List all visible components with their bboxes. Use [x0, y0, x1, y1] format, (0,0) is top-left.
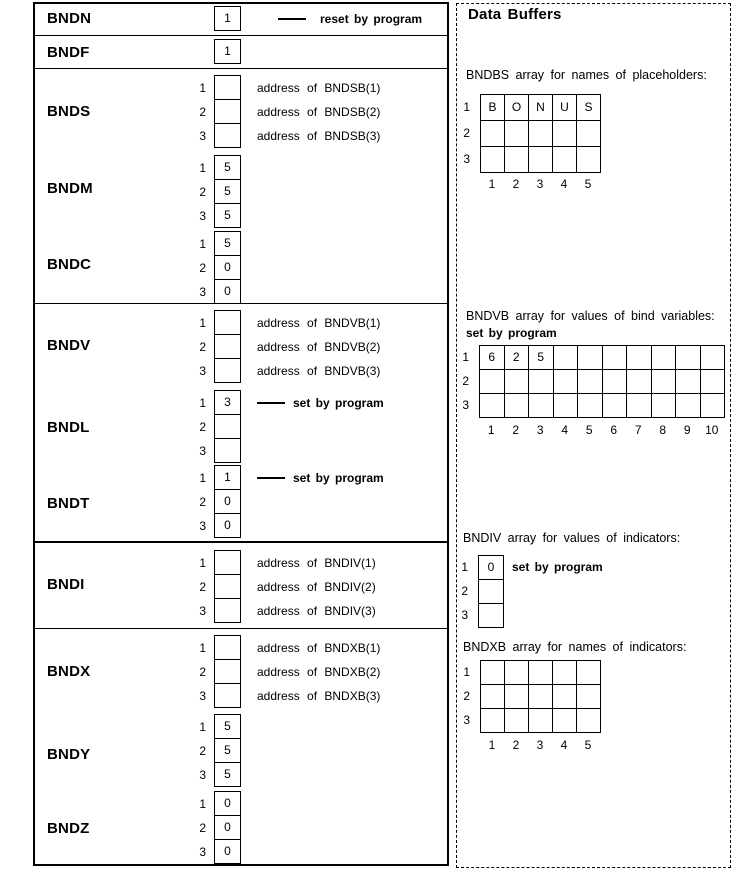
- grid-cell: [478, 579, 504, 604]
- grid-cell: [577, 369, 603, 394]
- grid-col-label: 3: [536, 738, 544, 752]
- address-annotation: address of BNDXB(1): [257, 641, 381, 655]
- value-box: [214, 99, 241, 124]
- panel-divider: [35, 68, 447, 69]
- grid-col-label: 1: [488, 738, 496, 752]
- grid-cell: [602, 345, 628, 370]
- row-index: 2: [199, 185, 206, 199]
- row-index: 1: [199, 316, 206, 330]
- row-index: 2: [199, 261, 206, 275]
- grid-col-label: 8: [659, 423, 667, 437]
- address-annotation: address of BNDSB(2): [257, 105, 381, 119]
- grid-cell: [577, 393, 603, 418]
- value-box: 5: [214, 714, 241, 739]
- value-box: [214, 438, 241, 463]
- value-box: 5: [214, 738, 241, 763]
- grid-cell: [553, 345, 579, 370]
- grid-col-label: 9: [683, 423, 691, 437]
- grid-cell: [675, 369, 701, 394]
- grid-cell: [602, 369, 628, 394]
- grid-cell: [700, 369, 726, 394]
- grid-cell: [576, 120, 601, 147]
- bind-fields-panel: [33, 2, 449, 866]
- value-box: 1: [214, 6, 241, 31]
- address-annotation: address of BNDVB(1): [257, 316, 381, 330]
- grid-cell: [504, 146, 529, 173]
- grid-cell: [700, 345, 726, 370]
- grid-cell: [528, 684, 553, 709]
- value-box: [214, 598, 241, 623]
- value-box: 5: [214, 762, 241, 787]
- address-annotation: address of BNDVB(3): [257, 364, 381, 378]
- row-index: 1: [199, 396, 206, 410]
- value-box: 5: [214, 203, 241, 228]
- field-label-bndn: BNDN: [47, 10, 92, 27]
- row-index: 3: [199, 209, 206, 223]
- grid-cell: [675, 393, 701, 418]
- value-box: 1: [214, 465, 241, 490]
- array-caption-bndvb: BNDVB array for values of bind variables:: [466, 309, 715, 323]
- grid-cell: [528, 708, 553, 733]
- grid-col-label: 2: [512, 738, 520, 752]
- grid-cell: 0: [478, 555, 504, 580]
- grid-cell: [552, 660, 577, 685]
- callout-line: [257, 477, 285, 479]
- grid-col-label: 1: [488, 177, 496, 191]
- row-index: 2: [199, 580, 206, 594]
- grid-cell: O: [504, 94, 529, 121]
- grid-row-label: 1: [463, 665, 470, 679]
- address-annotation: address of BNDSB(3): [257, 129, 381, 143]
- grid-col-label: 1: [487, 423, 495, 437]
- value-box: [214, 123, 241, 148]
- callout-line: [257, 402, 285, 404]
- row-index: 3: [199, 285, 206, 299]
- grid-cell: [576, 660, 601, 685]
- value-box: [214, 683, 241, 708]
- row-index: 3: [199, 604, 206, 618]
- panel-divider: [35, 303, 447, 304]
- callout-note: set by program: [293, 396, 384, 410]
- grid-row-label: 3: [463, 152, 470, 166]
- grid-cell: N: [528, 94, 553, 121]
- grid-row-label: 2: [463, 689, 470, 703]
- value-box: [214, 550, 241, 575]
- field-label-bndt: BNDT: [47, 495, 90, 512]
- field-label-bndy: BNDY: [47, 746, 91, 763]
- grid-cell: [626, 345, 652, 370]
- value-box: 0: [214, 815, 241, 840]
- value-box: 3: [214, 390, 241, 415]
- grid-cell: [504, 684, 529, 709]
- grid-cell: [480, 708, 505, 733]
- grid-cell: 5: [528, 345, 554, 370]
- grid-col-label: 6: [610, 423, 618, 437]
- grid-cell: [602, 393, 628, 418]
- grid-col-label: 10: [705, 423, 719, 437]
- value-box: 0: [214, 255, 241, 280]
- grid-cell: [528, 120, 553, 147]
- grid-cell: [504, 393, 530, 418]
- grid-row-label: 3: [461, 608, 468, 622]
- array-caption-bndiv: BNDIV array for values of indicators:: [463, 531, 681, 545]
- grid-cell: [626, 369, 652, 394]
- row-index: 2: [199, 340, 206, 354]
- grid-cell: [479, 369, 505, 394]
- grid-row-label: 1: [461, 560, 468, 574]
- field-label-bndv: BNDV: [47, 337, 91, 354]
- grid-cell: [478, 603, 504, 628]
- grid-cell: [651, 369, 677, 394]
- address-annotation: address of BNDXB(3): [257, 689, 381, 703]
- address-annotation: address of BNDSB(1): [257, 81, 381, 95]
- value-box: [214, 574, 241, 599]
- address-annotation: address of BNDXB(2): [257, 665, 381, 679]
- grid-cell: [577, 345, 603, 370]
- grid-row-label: 3: [463, 713, 470, 727]
- grid-cell: [504, 660, 529, 685]
- grid-cell: [528, 369, 554, 394]
- grid-cell: S: [576, 94, 601, 121]
- grid-row-label: 2: [463, 126, 470, 140]
- row-index: 3: [199, 845, 206, 859]
- grid-cell: [700, 393, 726, 418]
- row-index: 3: [199, 689, 206, 703]
- panel-divider: [35, 35, 447, 36]
- grid-cell: [504, 120, 529, 147]
- field-label-bndc: BNDC: [47, 256, 92, 273]
- field-label-bndl: BNDL: [47, 419, 90, 436]
- field-label-bndi: BNDI: [47, 576, 85, 593]
- value-box: [214, 334, 241, 359]
- data-buffers-title: Data Buffers: [468, 6, 562, 23]
- grid-cell: [675, 345, 701, 370]
- row-index: 1: [199, 797, 206, 811]
- grid-cell: [553, 393, 579, 418]
- value-box: [214, 75, 241, 100]
- grid-col-label: 5: [584, 738, 592, 752]
- grid-col-label: 5: [584, 177, 592, 191]
- row-index: 1: [199, 81, 206, 95]
- row-index: 1: [199, 161, 206, 175]
- value-box: 5: [214, 179, 241, 204]
- grid-cell: [504, 708, 529, 733]
- grid-cell: [504, 369, 530, 394]
- grid-cell: [528, 146, 553, 173]
- row-index: 3: [199, 364, 206, 378]
- row-index: 2: [199, 665, 206, 679]
- grid-row-label: 1: [462, 350, 469, 364]
- value-box: [214, 358, 241, 383]
- address-annotation: address of BNDIV(2): [257, 580, 376, 594]
- row-index: 3: [199, 444, 206, 458]
- grid-cell: B: [480, 94, 505, 121]
- callout-note: set by program: [293, 471, 384, 485]
- grid-col-label: 2: [512, 177, 520, 191]
- row-index: 1: [199, 237, 206, 251]
- value-box: [214, 310, 241, 335]
- grid-cell: [651, 345, 677, 370]
- row-index: 3: [199, 129, 206, 143]
- value-box: 0: [214, 839, 241, 864]
- grid-col-label: 4: [561, 423, 569, 437]
- grid-cell: [552, 146, 577, 173]
- row-index: 2: [199, 105, 206, 119]
- row-index: 1: [199, 720, 206, 734]
- row-index: 2: [199, 420, 206, 434]
- grid-cell: [553, 369, 579, 394]
- grid-cell: [552, 120, 577, 147]
- grid-row-label: 3: [462, 398, 469, 412]
- grid-col-label: 3: [536, 177, 544, 191]
- grid-cell: [552, 708, 577, 733]
- address-annotation: address of BNDIV(1): [257, 556, 376, 570]
- grid-cell: [480, 146, 505, 173]
- array-subcaption: set by program: [466, 326, 557, 340]
- row-index: 1: [199, 556, 206, 570]
- row-index: 1: [199, 641, 206, 655]
- value-box: [214, 659, 241, 684]
- field-label-bndz: BNDZ: [47, 820, 90, 837]
- grid-cell: [480, 684, 505, 709]
- grid-cell: [480, 660, 505, 685]
- value-box: 0: [214, 489, 241, 514]
- grid-cell: [480, 120, 505, 147]
- grid-cell: [651, 393, 677, 418]
- grid-col-label: 3: [536, 423, 544, 437]
- row-index: 2: [199, 495, 206, 509]
- grid-cell: [479, 393, 505, 418]
- callout-note: reset by program: [320, 12, 423, 26]
- value-box: 5: [214, 155, 241, 180]
- array-caption-bndbs: BNDBS array for names of placeholders:: [466, 68, 707, 82]
- grid-row-label: 2: [461, 584, 468, 598]
- grid-row-label: 2: [462, 374, 469, 388]
- value-box: 1: [214, 39, 241, 64]
- grid-cell: [626, 393, 652, 418]
- callout-line: [278, 18, 306, 20]
- grid-col-label: 4: [560, 177, 568, 191]
- row-index: 1: [199, 471, 206, 485]
- value-box: 0: [214, 279, 241, 304]
- grid-col-label: 5: [585, 423, 593, 437]
- field-label-bndm: BNDM: [47, 180, 93, 197]
- grid-cell: 2: [504, 345, 530, 370]
- value-box: 0: [214, 791, 241, 816]
- array-note: set by program: [512, 560, 603, 574]
- field-label-bnds: BNDS: [47, 103, 91, 120]
- value-box: 0: [214, 513, 241, 538]
- grid-cell: [528, 660, 553, 685]
- value-box: [214, 414, 241, 439]
- address-annotation: address of BNDVB(2): [257, 340, 381, 354]
- address-annotation: address of BNDIV(3): [257, 604, 376, 618]
- row-index: 2: [199, 744, 206, 758]
- grid-row-label: 1: [463, 100, 470, 114]
- grid-col-label: 4: [560, 738, 568, 752]
- row-index: 2: [199, 821, 206, 835]
- row-index: 3: [199, 768, 206, 782]
- grid-cell: 6: [479, 345, 505, 370]
- array-caption-bndxb: BNDXB array for names of indicators:: [463, 640, 687, 654]
- grid-cell: [552, 684, 577, 709]
- row-index: 3: [199, 519, 206, 533]
- value-box: [214, 635, 241, 660]
- grid-cell: [576, 146, 601, 173]
- grid-cell: U: [552, 94, 577, 121]
- grid-col-label: 2: [512, 423, 520, 437]
- field-label-bndx: BNDX: [47, 663, 91, 680]
- grid-cell: [576, 708, 601, 733]
- panel-divider: [35, 541, 447, 543]
- panel-divider: [35, 628, 447, 629]
- grid-col-label: 7: [634, 423, 642, 437]
- grid-cell: [528, 393, 554, 418]
- field-label-bndf: BNDF: [47, 44, 90, 61]
- value-box: 5: [214, 231, 241, 256]
- grid-cell: [576, 684, 601, 709]
